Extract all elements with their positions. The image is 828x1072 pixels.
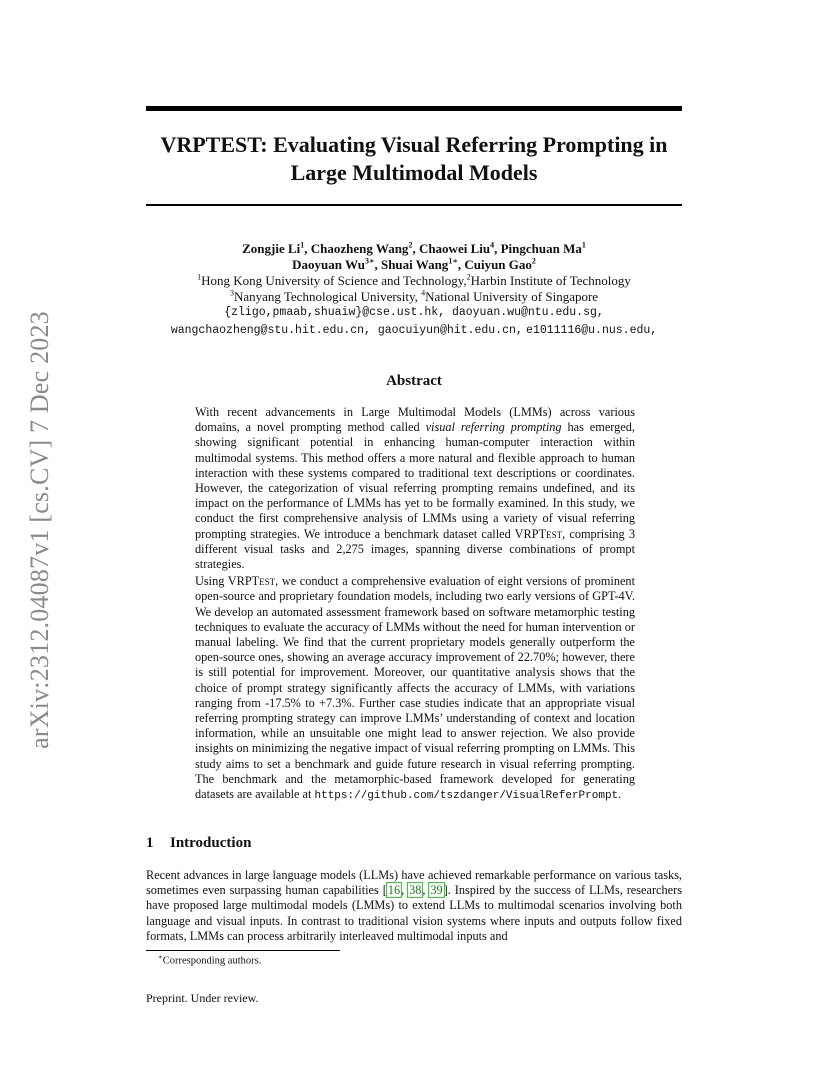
author-name: Zongjie Li: [242, 241, 301, 256]
title-bottom-rule: [146, 204, 682, 206]
citation-link[interactable]: 38: [409, 883, 422, 898]
author-name: Pingchuan Ma: [500, 241, 582, 256]
abstract-smallcaps: Test: [538, 526, 563, 541]
author-affil-mark: 1∗: [448, 256, 458, 266]
repository-link[interactable]: https://github.com/tszdanger/VisualReferPrompt: [314, 790, 619, 803]
footnote: [158, 953, 261, 967]
arxiv-identifier-stamp: [16, 290, 64, 770]
citation-link[interactable]: 16: [387, 883, 401, 898]
introduction-paragraph: [146, 868, 682, 944]
abstract-emphasis: visual referring prompting: [425, 420, 562, 435]
abstract-paragraph-1: [195, 405, 635, 572]
title-top-rule: [146, 106, 682, 111]
arxiv-id-text: arXiv:2312.04087v1 [cs.CV] 7 Dec 2023: [25, 311, 54, 749]
email-text: wangchaozheng@stu.hit.edu.cn, gaocuiyun@hit.edu.cn,: [170, 324, 523, 337]
abstract-body: [195, 405, 635, 804]
affiliation-line-1: [146, 273, 682, 289]
email-text: e1011116@u.nus.edu,: [526, 324, 658, 337]
abstract-text: With recent advancements in Large Multimodal Models (LMMs) across various domains, a novel prompting method called: [195, 405, 635, 435]
abstract-smallcaps: Test: [251, 574, 276, 589]
affiliation-text: Harbin Institute of Technology: [470, 273, 631, 288]
footnote-mark: ∗: [158, 953, 163, 961]
author-affil-mark: 3∗: [364, 256, 375, 266]
citation-bracket: ]: [443, 883, 448, 898]
paper-title: [146, 131, 682, 187]
abstract-heading: Abstract: [386, 373, 442, 389]
affil-mark: 3: [229, 288, 234, 298]
author-name: Cuiyun Gao: [464, 257, 532, 272]
section-title: Introduction: [170, 835, 252, 851]
abstract-text: has emerged, showing significant potential in enhancing human-computer interaction within multimodal systems. This method offers a more natural and flexible approach to human interaction with these systems compared to traditional text descriptions or coordinates. However, the categorization of visual referring prompting remains undefined, and its impact on the performance of LMMs has yet to be formally examined. In this study, we conduct the first comprehensive analysis of LMMs using a variety of visual referring prompting strategies. We introduce a benchmark dataset called VRP: [195, 420, 635, 541]
citation-bracket: [: [382, 883, 387, 898]
intro-text: . Inspired by the success of LLMs, researchers have proposed large multimodal models (LMMs) to extend LLMs to multimodal scenarios involving both language and visual inputs. In contrast to traditional vision systems where inputs and outputs follow fixed formats, LMMs can process arbitrarily interleaved multimodal inputs and: [146, 883, 682, 943]
author-name: Chaozheng Wang: [310, 241, 409, 256]
abstract-text: Using VRP: [195, 574, 252, 589]
affil-mark: 2: [466, 272, 471, 282]
intro-text: Recent advances in large language models (LLMs) have achieved remarkable performance on various tasks, sometimes even surpassing human capabilities: [146, 868, 682, 898]
footnote-rule: [146, 950, 340, 951]
citation-link[interactable]: 39: [430, 883, 443, 898]
title-line-1: VRPTEST: Evaluating Visual Referring Prompting in: [160, 132, 668, 157]
preprint-note: Preprint. Under review.: [146, 991, 259, 1005]
affil-mark: 1: [197, 272, 202, 282]
affil-mark: 4: [421, 288, 426, 298]
email-line-2: [146, 321, 682, 339]
section-heading-introduction: [146, 835, 251, 852]
introduction-body: [146, 868, 682, 944]
author-name: Shuai Wang: [380, 257, 449, 272]
email-line-1: {zligo,pmaab,shuaiw}@cse.ust.hk, daoyuan.wu@ntu.edu.sg,: [224, 306, 604, 319]
author-affil-mark: 1: [300, 240, 305, 250]
affiliation-text: Hong Kong University of Science and Technology,: [201, 273, 467, 288]
abstract-paragraph-2: [195, 574, 635, 804]
author-line-1: Zongjie Li$^1$, Chaozheng Wang$^2$, Chaowei Liu$^4$, Pingchuan Ma$^1$: [242, 240, 586, 256]
author-block: [146, 241, 682, 339]
affiliation-text: Nanyang Technological University,: [233, 289, 422, 304]
abstract-text: .: [618, 787, 622, 802]
citation-separator: ,: [401, 883, 409, 898]
citation-separator: ,: [422, 883, 430, 898]
author-affil-mark: 2: [408, 240, 413, 250]
author-affil-mark: 1: [581, 240, 586, 250]
abstract-text: , we conduct a comprehensive evaluation of eight versions of prominent open-source and proprietary foundation models, including two early versions of GPT-4V. We develop an automated assessment framework based on software metamorphic testing techniques to evaluate the accuracy of LMMs without the need for human intervention or manual labeling. We find that the current proprietary models generally outperform the open-source ones, showing an average accuracy improvement of 22.70%; however, there is still potential for improvement. Moreover, our quantitative analysis shows that the choice of prompt strategy significantly affects the accuracy of LMMs, with variations ranging from -17.5% to +7.3%. Further case studies indicate that an appropriate visual referring prompting strategy can improve LMMs’ understanding of context and location information, while an unsuitable one might lead to answer rejection. We also provide insights on minimizing the negative impact of visual referring prompting on LMMs. This study aims to set a benchmark and guide future research in visual referring prompting. The benchmark and the metamorphic-based framework developed for generating datasets are available at: [195, 574, 635, 802]
author-name: Daoyuan Wu: [292, 257, 365, 272]
section-number: 1: [146, 835, 154, 851]
affiliation-text: National University of Singapore: [425, 289, 599, 304]
title-line-2: Large Multimodal Models: [290, 160, 538, 185]
affiliation-line-2: [146, 289, 682, 305]
author-name: Chaowei Liu: [418, 241, 491, 256]
author-affil-mark: 4: [490, 240, 495, 250]
footnote-text: Corresponding authors.: [162, 955, 262, 967]
abstract-text: , comprising 3 different visual tasks and 2,275 images, spanning diverse combinations of prompt strategies.: [195, 526, 635, 572]
author-line-2: Daoyuan $Wu^{3∗}$, Shuai Wang$^{1∗}$, Cuiyun Gao$^2$: [292, 256, 536, 272]
author-affil-mark: 2: [531, 256, 536, 266]
